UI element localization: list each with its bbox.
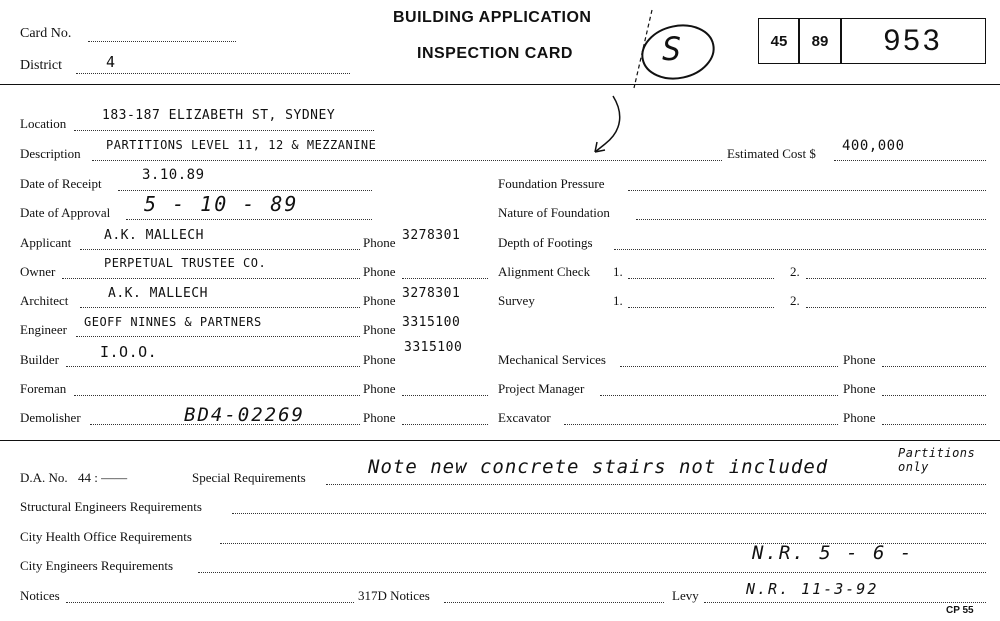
survey-2-line[interactable] (806, 307, 986, 308)
da-value: 44 : —— (78, 470, 128, 485)
mechanical-phone-label: Phone (843, 352, 876, 367)
card-box-45-text: 45 (770, 32, 788, 50)
location-value: 183-187 ELIZABETH ST, SYDNEY (102, 108, 336, 123)
estimated-cost-label: Estimated Cost $ (727, 146, 816, 161)
architect-phone-label: Phone (363, 293, 396, 308)
body-divider (0, 440, 1000, 441)
approval-value: 5 - 10 - 89 (144, 192, 299, 216)
foundation-pressure-line[interactable] (628, 190, 986, 191)
levy-value: N.R. 11-3-92 (746, 580, 879, 598)
demolisher-phone-line[interactable] (402, 424, 488, 425)
alignment-1-line[interactable] (628, 278, 774, 279)
depth-footings-label: Depth of Footings (498, 235, 593, 250)
city-eng-label: City Engineers Requirements (20, 558, 174, 573)
applicant-label: Applicant (20, 235, 72, 250)
engineer-value: GEOFF NINNES & PARTNERS (84, 315, 262, 329)
city-eng-line[interactable] (198, 572, 986, 573)
city-eng-value: N.R. 5 - 6 - (752, 542, 914, 564)
owner-line[interactable] (62, 278, 360, 279)
nature-foundation-line[interactable] (636, 219, 986, 220)
demolisher-label: Demolisher (20, 410, 81, 425)
engineer-phone: 3315100 (402, 315, 461, 330)
approval-label: Date of Approval (20, 205, 111, 220)
special-line[interactable] (326, 484, 986, 485)
form-code: CP 55 (946, 605, 974, 616)
project-manager-phone-label: Phone (843, 381, 876, 396)
foundation-pressure-label: Foundation Pressure (498, 176, 605, 191)
applicant-line[interactable] (80, 249, 360, 250)
alignment-2-line[interactable] (806, 278, 986, 279)
levy-line[interactable] (704, 602, 986, 603)
excavator-line[interactable] (564, 424, 838, 425)
card-box-89 (798, 18, 842, 64)
owner-label: Owner (20, 264, 56, 279)
alignment-2-label: 2. (790, 264, 800, 279)
notices-317d-label: 317D Notices (358, 588, 430, 603)
card-number-box (840, 18, 986, 64)
project-manager-label: Project Manager (498, 381, 585, 396)
survey-label: Survey (498, 293, 535, 308)
da-label: D.A. No. (20, 470, 68, 485)
mechanical-label: Mechanical Services (498, 352, 606, 367)
applicant-phone-label: Phone (363, 235, 396, 250)
architect-line[interactable] (80, 307, 360, 308)
depth-footings-line[interactable] (614, 249, 986, 250)
description-label: Description (20, 146, 81, 161)
description-line[interactable] (92, 160, 722, 161)
circled-mark-text: S (662, 30, 682, 68)
demolisher-value: BD4-02269 (184, 404, 305, 426)
applicant-value: A.K. MALLECH (104, 228, 204, 243)
project-manager-line[interactable] (600, 395, 838, 396)
owner-phone-label: Phone (363, 264, 396, 279)
notices-317d-line[interactable] (444, 602, 664, 603)
architect-value: A.K. MALLECH (108, 286, 208, 301)
location-label: Location (20, 116, 67, 131)
builder-label: Builder (20, 352, 59, 367)
excavator-label: Excavator (498, 410, 551, 425)
foreman-phone-line[interactable] (402, 395, 488, 396)
builder-line[interactable] (66, 366, 360, 367)
location-line[interactable] (74, 130, 374, 131)
builder-value: I.O.O. (100, 343, 158, 361)
card-no-line[interactable] (88, 41, 236, 42)
card-box-89-text: 89 (811, 32, 829, 50)
notices-label: Notices (20, 588, 60, 603)
structural-label: Structural Engineers Requirements (20, 499, 202, 514)
receipt-value: 3.10.89 (142, 167, 205, 183)
description-value: PARTITIONS LEVEL 11, 12 & MEZZANINE (106, 138, 377, 152)
excavator-phone-line[interactable] (882, 424, 986, 425)
survey-1-line[interactable] (628, 307, 774, 308)
project-manager-phone-line[interactable] (882, 395, 986, 396)
notices-line[interactable] (66, 602, 354, 603)
mechanical-line[interactable] (620, 366, 838, 367)
alignment-label: Alignment Check (498, 264, 591, 279)
foreman-line[interactable] (74, 395, 360, 396)
card-no-label: Card No. (20, 26, 72, 41)
receipt-label: Date of Receipt (20, 176, 102, 191)
mechanical-phone-line[interactable] (882, 366, 986, 367)
header-divider (0, 84, 1000, 85)
engineer-label: Engineer (20, 322, 67, 337)
district-value: 4 (106, 53, 116, 71)
excavator-phone-label: Phone (843, 410, 876, 425)
special-value: Note new concrete stairs not included (368, 456, 829, 478)
card-box-45 (758, 18, 800, 64)
approval-line[interactable] (126, 219, 372, 220)
foreman-phone-label: Phone (363, 381, 396, 396)
foreman-label: Foreman (20, 381, 67, 396)
structural-line[interactable] (232, 513, 986, 514)
special-label: Special Requirements (192, 470, 306, 485)
district-line[interactable] (76, 73, 350, 74)
survey-1-label: 1. (613, 293, 623, 308)
builder-phone-label: Phone (363, 352, 396, 367)
district-label: District (20, 58, 62, 73)
architect-phone: 3278301 (402, 286, 461, 301)
title-line-2: INSPECTION CARD (417, 45, 573, 62)
card-number-text: 953 (883, 24, 943, 57)
survey-2-label: 2. (790, 293, 800, 308)
builder-phone: 3315100 (404, 340, 463, 355)
levy-label: Levy (672, 588, 699, 603)
estimated-cost-line[interactable] (834, 160, 986, 161)
demolisher-phone-label: Phone (363, 410, 396, 425)
alignment-1-label: 1. (613, 264, 623, 279)
engineer-phone-label: Phone (363, 322, 396, 337)
special-note: Partitions only (898, 446, 976, 474)
title-line-1: BUILDING APPLICATION (393, 9, 592, 26)
receipt-line[interactable] (118, 190, 372, 191)
architect-label: Architect (20, 293, 69, 308)
engineer-line[interactable] (76, 336, 360, 337)
nature-foundation-label: Nature of Foundation (498, 205, 610, 220)
owner-phone-line[interactable] (402, 278, 488, 279)
owner-value: PERPETUAL TRUSTEE CO. (104, 256, 267, 270)
applicant-phone: 3278301 (402, 228, 461, 243)
health-label: City Health Office Requirements (20, 529, 192, 544)
arrow-mark-icon (585, 92, 635, 162)
estimated-cost-value: 400,000 (842, 138, 905, 154)
